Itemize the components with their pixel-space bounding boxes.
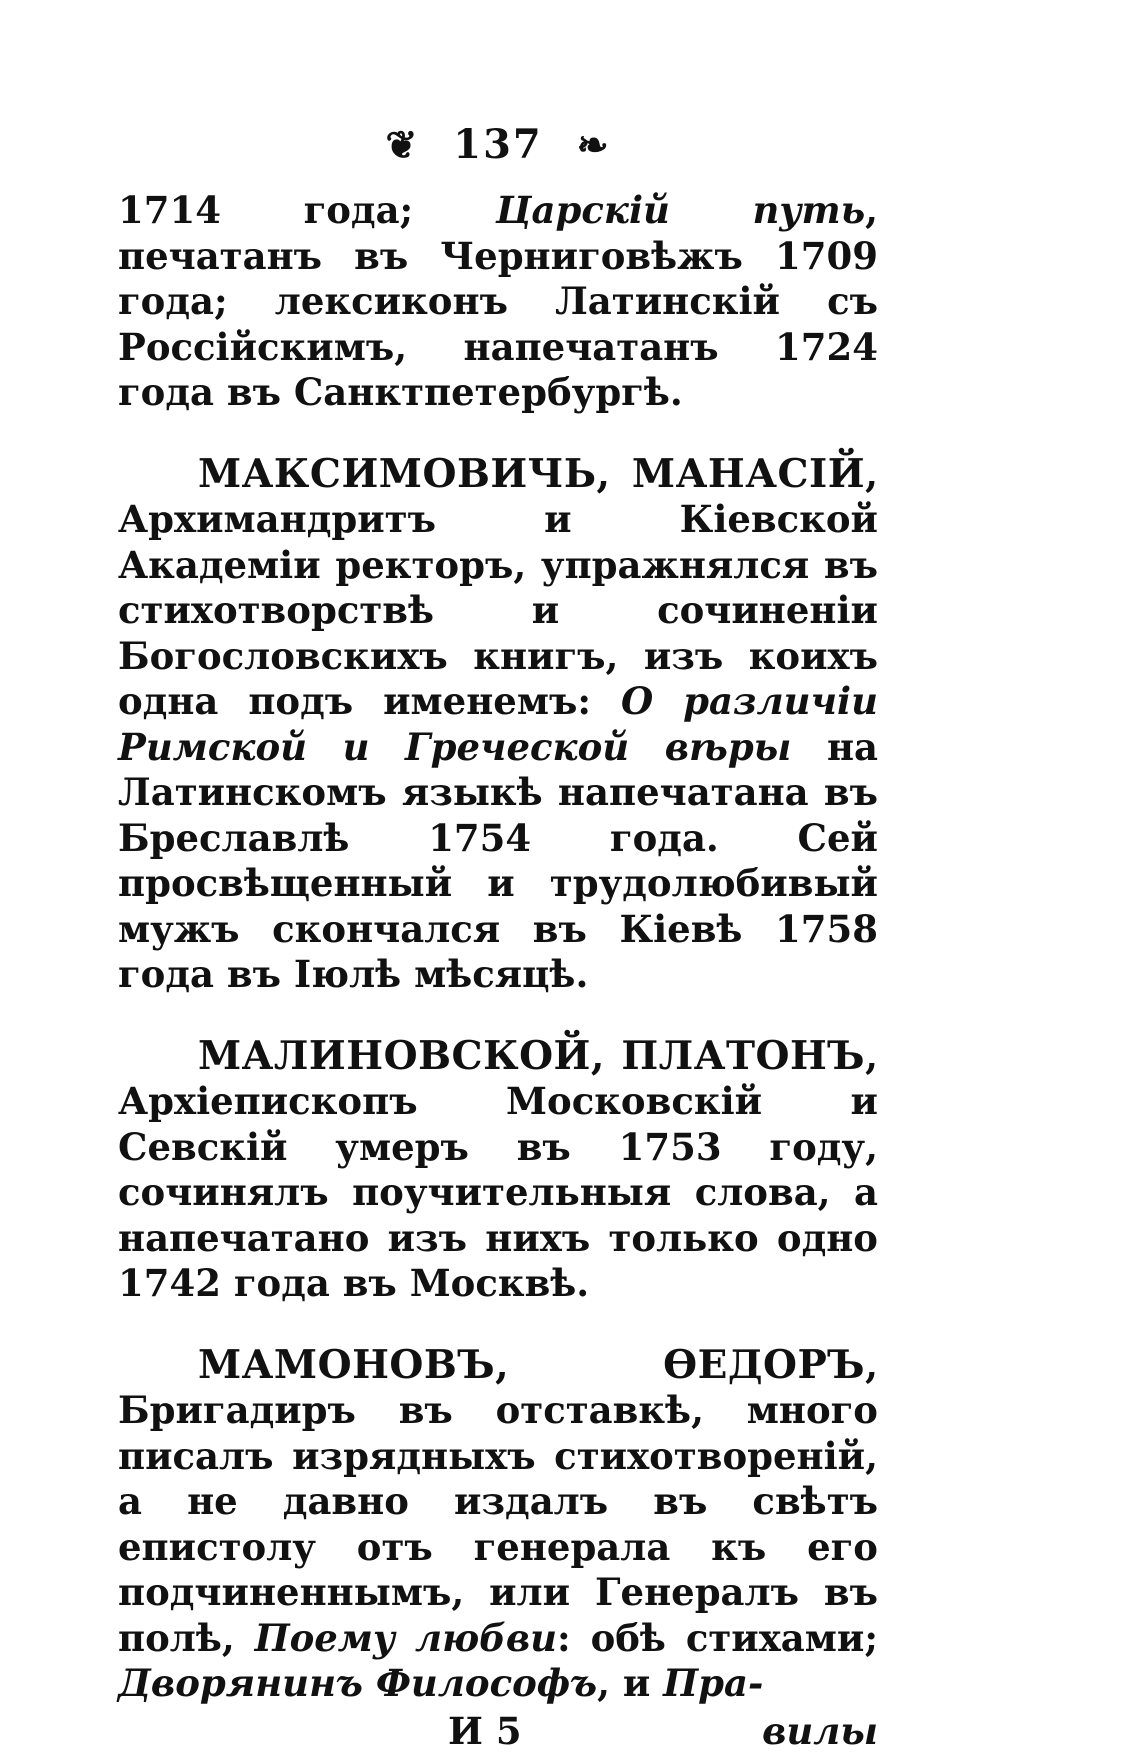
- entry-text: 1714 года;: [118, 188, 496, 232]
- entry-name: МАЛИНОВСКОЙ, ПЛАТОНЪ: [198, 1032, 866, 1079]
- book-title: Царскій путь: [495, 188, 866, 232]
- entry-text: на Латинскомъ языкѣ напечатана въ Бреславлѣ 1754 года. Сей просвѣщенный и трудолюбивый мужъ скончался въ Кіевѣ 1758 года въ Іюлѣ мѣсяцѣ.: [118, 724, 879, 996]
- book-title: Поему любви: [254, 1615, 558, 1660]
- book-title: Дворянинъ Философъ: [118, 1661, 598, 1705]
- catchword: вилы: [762, 1708, 878, 1753]
- signature-mark: И 5: [448, 1708, 522, 1753]
- book-title: Пра-: [663, 1661, 764, 1705]
- entry-name: МАМОНОВЪ, ѲЕДОРЪ: [198, 1341, 866, 1388]
- page-header: [118, 112, 878, 172]
- entry-text: , и: [597, 1661, 664, 1705]
- entry-continuation: [118, 188, 878, 416]
- entry-text: , Бригадиръ въ отставкѣ, много писалъ изрядныхъ стихотвореній, а не давно издалъ въ свѣтъ епистолу отъ генерала къ его подчиненнымъ, или Генералъ въ полѣ,: [118, 1342, 878, 1660]
- page-number: 137: [453, 121, 543, 168]
- entry-name: МАКСИМОВИЧЬ, МАНАСІЙ: [198, 450, 866, 497]
- book-title: О различіи Римской и Греческой вѣры: [118, 679, 878, 769]
- entry-mamonov: [118, 1343, 878, 1707]
- entry-text: , печатанъ въ Черниговѣжъ 1709 года; лексиконъ Латинскій съ Россійскимъ, напечатанъ 1724 года въ Санктпетербургѣ.: [118, 188, 878, 414]
- ornament-left-icon: ❦: [385, 122, 420, 167]
- book-page: [118, 112, 878, 1759]
- entry-text: , Архіепископъ Московскій и Севскій умеръ въ 1753 году, сочинялъ поучительныя слова, а напечатано изъ нихъ только одно 1742 года въ Москвѣ.: [118, 1033, 878, 1305]
- page-footer: [118, 1709, 878, 1759]
- entry-text: , Архимандритъ и Кіевской Академіи ректоръ, упражнялся въ стихотворствѣ и сочиненіи Богословскихъ книгъ, изъ коихъ одна подъ именемъ:: [118, 451, 878, 723]
- entry-text: : обѣ стихами;: [557, 1615, 878, 1660]
- entry-malinovskoy: [118, 1034, 878, 1307]
- ornament-right-icon: ❧: [576, 122, 611, 167]
- entry-maksimovich: [118, 452, 878, 998]
